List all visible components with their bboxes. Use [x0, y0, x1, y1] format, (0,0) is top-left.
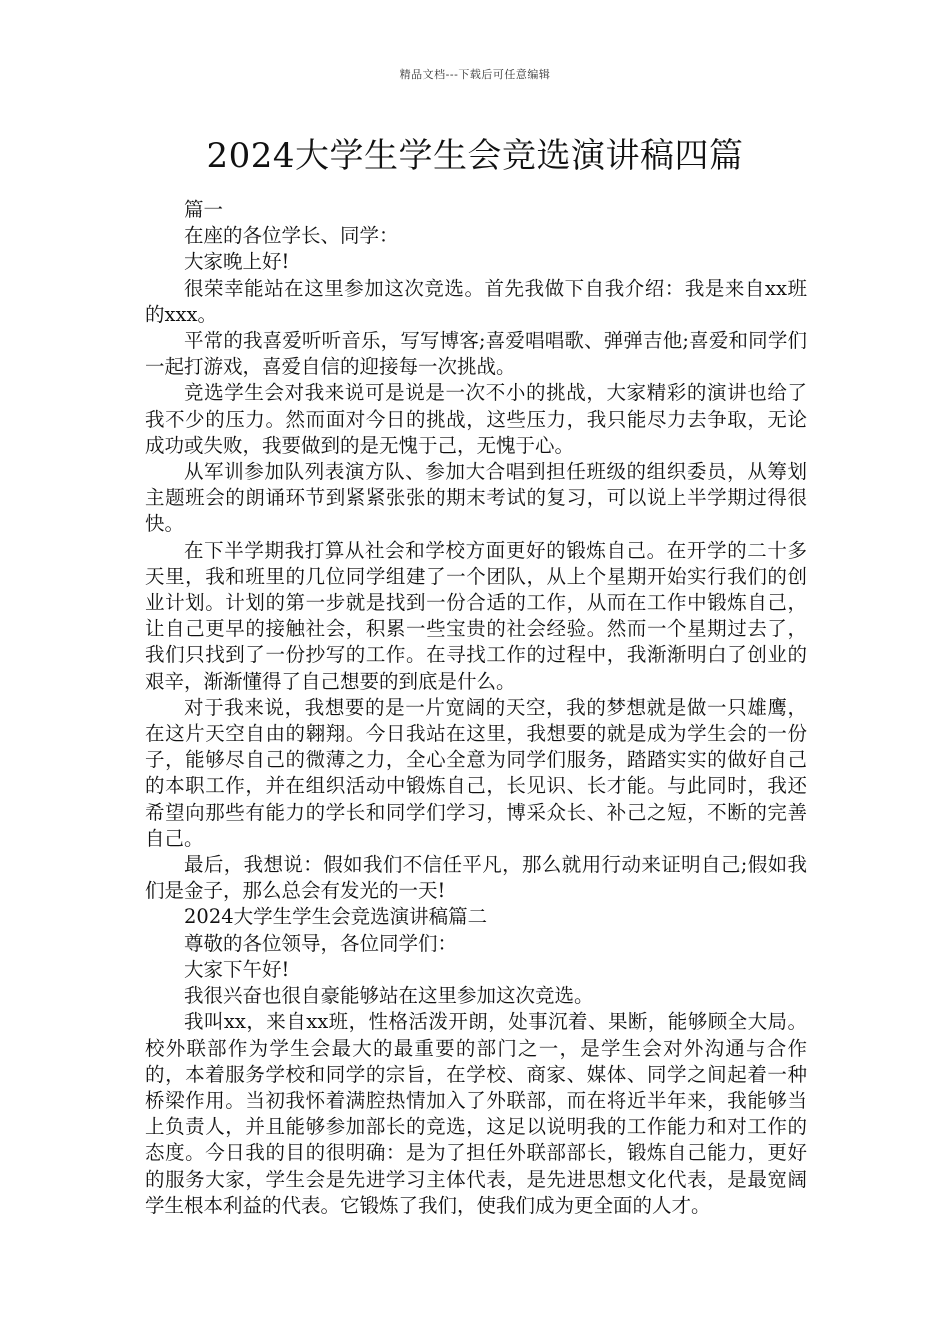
paragraph: 从军训参加队列表演方队、参加大合唱到担任班级的组织委员，从筹划主题班会的朗诵环节到紧紧张张的期末考试的复习，可以说上半学期过得很快。	[145, 460, 807, 536]
section-heading: 2024大学生学生会竞选演讲稿篇二	[184, 905, 488, 929]
document-title: 2024大学生学生会竞选演讲稿四篇	[206, 136, 744, 176]
paragraph: 很荣幸能站在这里参加这次竞选。首先我做下自我介绍：我是来自xx班的xxx。	[145, 276, 807, 326]
paragraph: 竞选学生会对我来说可是说是一次不小的挑战，大家精彩的演讲也给了我不少的压力。然而面对今日的挑战，这些压力，我只能尽力去争取，无论成功或失败，我要做到的是无愧于己，无愧于心。	[145, 381, 807, 457]
paragraph: 大家晚上好!	[184, 250, 290, 274]
header-note: 精品文档---下载后可任意编辑	[399, 68, 551, 81]
paragraph: 平常的我喜爱听听音乐，写写博客;喜爱唱唱歌、弹弹吉他;喜爱和同学们一起打游戏，喜爱自信的迎接每一次挑战。	[145, 329, 807, 379]
paragraph: 在座的各位学长、同学：	[184, 224, 399, 248]
paragraph: 对于我来说，我想要的是一片宽阔的天空，我的梦想就是做一只雄鹰，在这片天空自由的翱翔。今日我站在这里，我想要的就是成为学生会的一份子，能够尽自己的微薄之力，全心全意为同学们服务，踏踏实实的做好自己的本职工作，并在组织活动中锻炼自己，长见识、长才能。与此同时，我还希望向那些有能力的学长和同学们学习，博采众长、补己之短，不断的完善自己。	[145, 695, 807, 850]
paragraph: 在下半学期我打算从社会和学校方面更好的锻炼自己。在开学的二十多天里，我和班里的几位同学组建了一个团队，从上个星期开始实行我们的创业计划。计划的第一步就是找到一份合适的工作，从而在工作中锻炼自己，让自己更早的接触社会，积累一些宝贵的社会经验。然而一个星期过去了，我们只找到了一份抄写的工作。在寻找工作的过程中，我渐渐明白了创业的艰辛，渐渐懂得了自己想要的到底是什么。	[145, 538, 807, 693]
paragraph: 大家下午好!	[184, 957, 290, 981]
paragraph: 我很兴奋也很自豪能够站在这里参加这次竞选。	[184, 984, 594, 1008]
document-body	[145, 197, 807, 1219]
paragraph: 我叫xx，来自xx班，性格活泼开朗，处事沉着、果断，能够顾全大局。校外联部作为学生会最大的最重要的部门之一，是学生会对外沟通与合作的，本着服务学校和同学的宗旨，在学校、商家、媒体、同学之间起着一种桥梁作用。当初我怀着满腔热情加入了外联部，而在将近半年来，我能够当上负责人，并且能够参加部长的竞选，这足以说明我的工作能力和对工作的态度。今日我的目的很明确：是为了担任外联部部长，锻炼自己能力，更好的服务大家，学生会是先进学习主体代表，是先进思想文化代表，是最宽阔学生根本利益的代表。它锻炼了我们，使我们成为更全面的人才。	[145, 1010, 807, 1217]
paragraph: 最后，我想说：假如我们不信任平凡，那么就用行动来证明自己;假如我们是金子，那么总会有发光的一天!	[145, 853, 807, 903]
paragraph: 篇一	[184, 198, 224, 221]
paragraph: 尊敬的各位领导，各位同学们：	[184, 931, 458, 955]
